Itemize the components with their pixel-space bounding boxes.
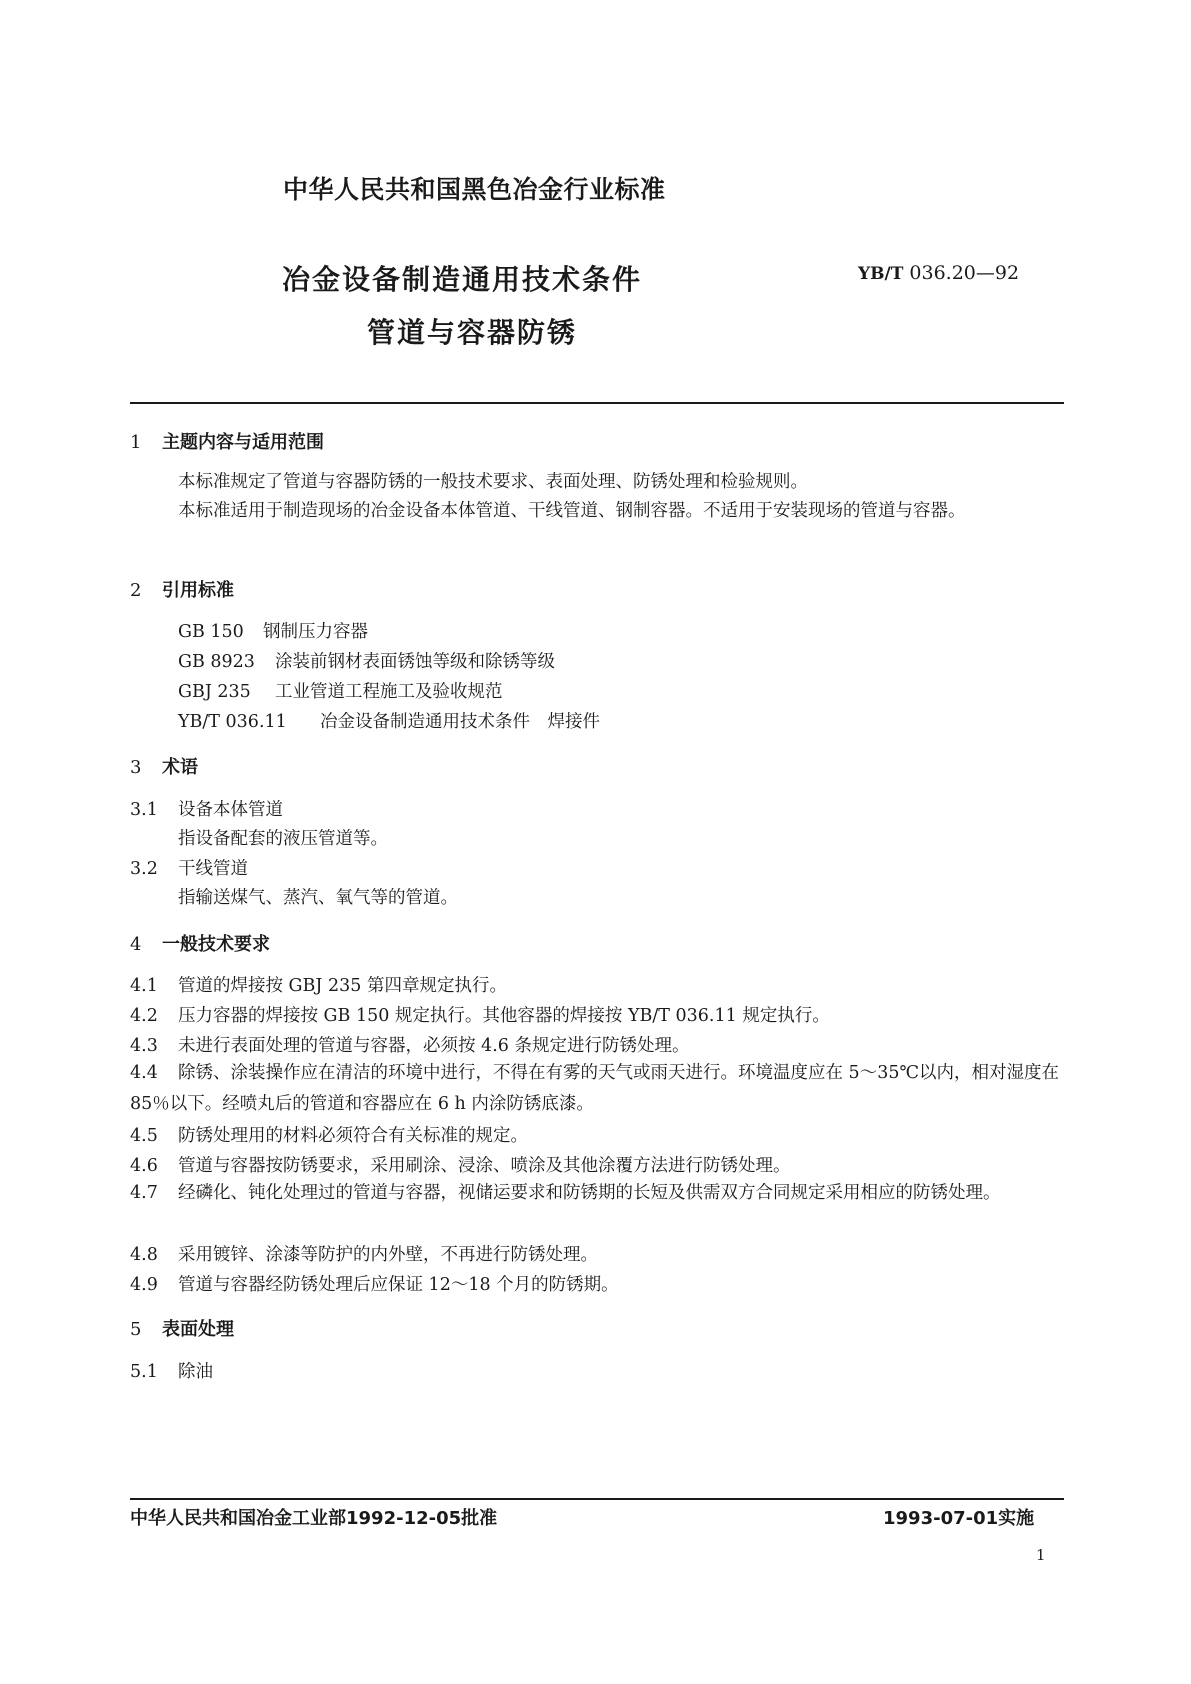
clause-number: 4.8 [130,1245,158,1265]
clause-4-3 [130,1032,689,1057]
clause-number: 4.1 [130,976,158,996]
clause-text: 管道与容器按防锈要求，采用刷涂、浸涂、喷涂及其他涂覆方法进行防锈处理。 [178,1156,791,1176]
clause-number: 3.2 [130,859,158,879]
reference-item [178,618,368,643]
clause-4-6 [130,1152,791,1177]
section-number: 1 [130,432,142,453]
clause-4-4 [130,1058,1064,1120]
clause-text: 经磷化、钝化处理过的管道与容器，视储运要求和防锈期的长短及供需双方合同规定采用相应的防锈处理。 [178,1183,1001,1203]
section-title: 一般技术要求 [162,934,270,955]
clause-number: 4.9 [130,1275,158,1295]
reference-code: YB/T 036.11 [178,712,287,732]
section-number: 5 [130,1319,142,1340]
section-1-paragraph-2: 本标准适用于制造现场的冶金设备本体管道、干线管道、钢制容器。不适用于安装现场的管道与容器。 [178,501,966,521]
reference-title: 钢制压力容器 [263,622,368,642]
section-5-heading [130,1315,234,1341]
clause-text: 除锈、涂装操作应在清洁的环境中进行，不得在有雾的天气或雨天进行。环境温度应在 5～35℃以内，相对湿度在 85％以下。经喷丸后的管道和容器应在 6 h 内涂防锈底漆。 [130,1063,1060,1114]
term-name: 设备本体管道 [178,800,283,820]
term-3-1 [130,796,283,821]
reference-code: GB 150 [178,622,244,642]
section-number: 4 [130,934,142,955]
section-number: 2 [130,580,142,601]
clause-number: 4.4 [130,1063,158,1083]
reference-item [178,678,503,703]
clause-text: 防锈处理用的材料必须符合有关标准的规定。 [178,1126,528,1146]
reference-item [178,648,555,673]
document-title-line1: 冶金设备制造通用技术条件 [282,263,643,296]
clause-text: 未进行表面处理的管道与容器，必须按 4.6 条规定进行防锈处理。 [178,1036,690,1056]
page-number: 1 [1036,1546,1046,1564]
section-4-heading [130,930,270,956]
clause-text: 压力容器的焊接按 GB 150 规定执行。其他容器的焊接按 YB/T 036.11 规定执行。 [178,1006,830,1026]
clause-number: 3.1 [130,800,158,820]
header-divider [130,402,1064,404]
effective-date: 1993-07-01实施 [883,1508,1035,1529]
standard-prefix: YB/T [858,264,904,284]
clause-text: 采用镀锌、涂漆等防护的内外壁，不再进行防锈处理。 [178,1245,598,1265]
footer-divider [130,1498,1064,1500]
clause-4-8 [130,1241,598,1266]
term-definition: 指设备配套的液压管道等。 [178,829,388,849]
term-name: 干线管道 [178,859,248,879]
clause-5-1 [130,1358,213,1383]
issuing-organization: 中华人民共和国黑色冶金行业标准 [283,175,666,204]
term-3-2 [130,855,248,880]
section-title: 引用标准 [162,580,234,601]
clause-text: 管道的焊接按 GBJ 235 第四章规定执行。 [178,976,507,996]
clause-4-5 [130,1122,528,1147]
clause-number: 4.5 [130,1126,158,1146]
section-title: 表面处理 [162,1319,234,1340]
clause-4-7 [130,1178,1064,1209]
clause-text: 除油 [178,1362,213,1382]
section-title: 主题内容与适用范围 [162,432,324,453]
reference-title: 涂装前钢材表面锈蚀等级和除锈等级 [275,652,555,672]
approval-line: 中华人民共和国冶金工业部1992-12-05批准 [130,1508,498,1529]
document-title-line2: 管道与容器防锈 [367,316,578,349]
clause-number: 4.3 [130,1036,158,1056]
reference-code: GB 8923 [178,652,255,672]
clause-number: 4.6 [130,1156,158,1176]
section-1-paragraph-1: 本标准规定了管道与容器防锈的一般技术要求、表面处理、防锈处理和检验规则。 [178,472,808,492]
standard-code: 036.20—92 [903,262,1020,284]
section-1-heading [130,428,324,454]
clause-number: 4.7 [130,1183,158,1203]
clause-number: 4.2 [130,1006,158,1026]
clause-4-1 [130,972,507,997]
clause-4-9 [130,1271,619,1296]
standard-number [858,262,1019,284]
reference-title: 工业管道工程施工及验收规范 [275,682,503,702]
section-3-heading [130,753,198,779]
clause-text: 管道与容器经防锈处理后应保证 12～18 个月的防锈期。 [178,1275,619,1295]
clause-4-2 [130,1002,830,1027]
term-definition: 指输送煤气、蒸汽、氧气等的管道。 [178,888,458,908]
clause-number: 5.1 [130,1362,158,1382]
reference-item [178,708,600,733]
section-title: 术语 [162,757,198,778]
reference-code: GBJ 235 [178,682,251,702]
section-2-heading [130,576,234,602]
reference-title: 冶金设备制造通用技术条件 焊接件 [320,712,600,732]
section-number: 3 [130,757,142,778]
